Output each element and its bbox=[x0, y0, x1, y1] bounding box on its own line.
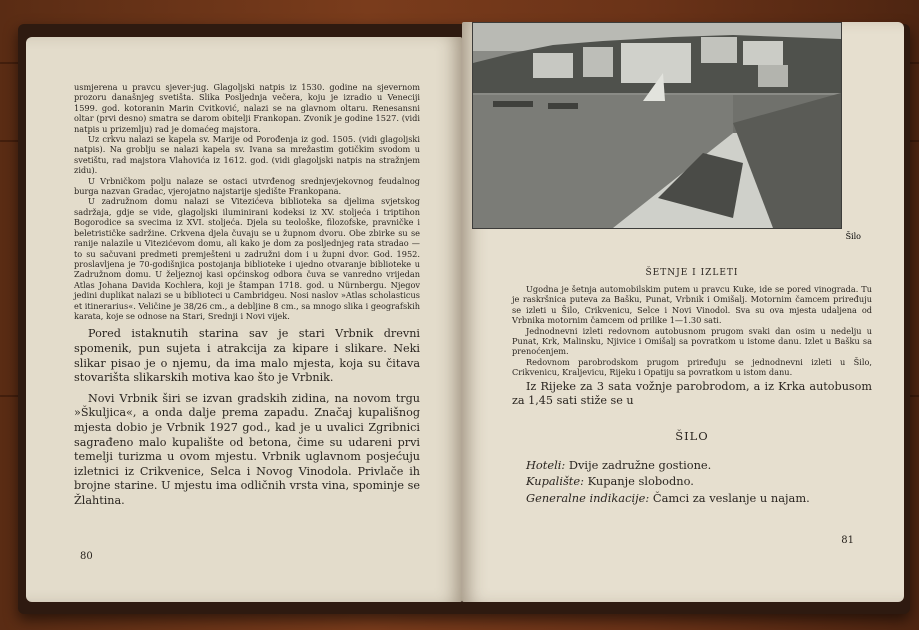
place-heading: ŠILO bbox=[675, 428, 709, 443]
page-number-left: 80 bbox=[80, 551, 93, 562]
left-paragraph-large: Pored istaknutih starina sav je stari Vrbnik drevni spomenik, pun sujeta i atrakcija za kipare i slikare. Neki slikar pisao je o njemu, da ima malo mjesta, koja su čitava stovarišta slikarskih motiva kao što je Vrbnik. bbox=[74, 327, 420, 385]
section-title: ŠETNJE I IZLETI bbox=[645, 268, 739, 278]
harbor-photo bbox=[472, 22, 842, 229]
left-paragraph: Uz crkvu nalazi se kapela sv. Marije od Porođenja iz god. 1505. (vidi glagoljski natpis). Na groblju se nalazi kapela sv. Ivana sa mrežastim gotičkim svodom u svetištu, rad majstora Vlahovića iz 1612. god. (vidi glagoljski natpis na stražnjem zidu). bbox=[74, 134, 420, 176]
left-paragraph: U zadružnom domu nalazi se Vitezićeva biblioteka sa djelima svjetskog sadržaja, gdje se vide, glagoljski iluminirani kodeksi iz XV. stoljeća i triptihon Bogorodice sa svecima iz XVI. stoljeća. Djela su teološke, filozofske, pravničke i beletrističke sadržine. Crkvena djela čuvaju se u župnom dvoru. Obe zbirke su se ranije nalazile u Vitezićevom domu, ali kako je dom za posljednjeg rata stradao — to su sačuvani predmeti premješteni u zadružni dom i u župni dvor. God. 1952. proslavljena je 70-godišnjica postojanja biblioteke i ujedno otvaranje biblioteke u Zadružnom domu. U željeznoj kasi općinskog odbora čuva se vanredno vrijedan Atlas Johana Davida Kochlera, koji je štampan 1718. god. u Nürnbergu. Njegov jedini duplikat nalazi se u biblioteci u Cambridgeu. Nosi naslov »Atlas scholasticus et itinerarius«. Veličine je 38/26 cm., a debljine 8 cm., sa mnogo slika i geografskih karata, koje se odnose na Stari, Srednji i Novi vijek. bbox=[74, 196, 420, 321]
left-page bbox=[26, 37, 462, 602]
harbor-photo-image bbox=[473, 23, 841, 228]
left-paragraph: U Vrbničkom polju nalaze se ostaci utvrđenog srednjevjekovnog feudalnog burga nazvan Gradac, vjerojatno najstarije sjedište Frankopana. bbox=[74, 175, 420, 197]
right-paragraph: Jednodnevni izleti redovnom autobusnom prugom svaki dan osim u nedelju u Punat, Krk, Malinsku, Njivice i Omišalj sa povratkom u istome danu. Izlet u Bašku sa prenoćenjem. bbox=[512, 325, 872, 357]
left-paragraph: usmjerena u pravcu sjever-jug. Glagoljski natpis iz 1530. godine na sjevernom prozoru današnjeg svetišta. Slika Posljednja večera, koju je izradio u Veneciji 1599. god. kotoranin Marin Cvitković, nalazi se na glavnom oltaru. Renesansni oltar (prvi desno) smatra se darom obitelji Frankopan. Zvonik je godine 1527. (vidi natpis u prizemlju) rad je domaćeg majstora. bbox=[74, 82, 420, 134]
photo-caption: Šilo bbox=[845, 232, 861, 241]
page-number-right: 81 bbox=[841, 535, 854, 546]
right-paragraph: Redovnom parobrodskom prugom priređuju se jednodnevni izleti u Šilo, Crikvenicu, Kraljevicu, Rijeku i Opatiju sa povratkom u istom danu. bbox=[512, 356, 872, 378]
info-hotels: Hoteli: Dvije zadružne gostione. bbox=[526, 457, 712, 472]
right-paragraph: Ugodna je šetnja automobilskim putem u pravcu Kuke, ide se pored vinograda. Tu je raskršnica puteva za Bašku, Punat, Vrbnik i Omišalj. Motornim čamcem priređuju se izleti u Šilo, Crikvenicu, Selce i Novi Vinodol. Sva su ova mjesta udaljena od Vrbnika motornim čamcem od prilike 1—1.30 sati. bbox=[512, 284, 872, 326]
right-paragraph-large: Iz Rijeke za 3 sata vožnje parobrodom, a iz Krka autobusom za 1,45 sati stiže se u bbox=[512, 379, 872, 408]
left-paragraph-large: Novi Vrbnik širi se izvan gradskih zidina, na novom trgu »Škuljica«, a onda dalje prema zapadu. Značaj kupališnog mjesta dobio je Vrbnik 1927 god., kad je u uvalici Zgribnici sagrađeno malo kupalište od betona, čime su udareni prvi temelji turizma u ovom mjestu. Vrbnik uglavnom posjećuju izletnici iz Crikvenice, Selca i Novog Vinodola. Privlače ih brojne starine. U mjestu ima odličnih vrsta vina, spominje se Žlahtina. bbox=[74, 391, 420, 507]
info-general: Generalne indikacije: Čamci za veslanje u najam. bbox=[526, 490, 810, 505]
info-beach: Kupalište: Kupanje slobodno. bbox=[526, 474, 694, 489]
